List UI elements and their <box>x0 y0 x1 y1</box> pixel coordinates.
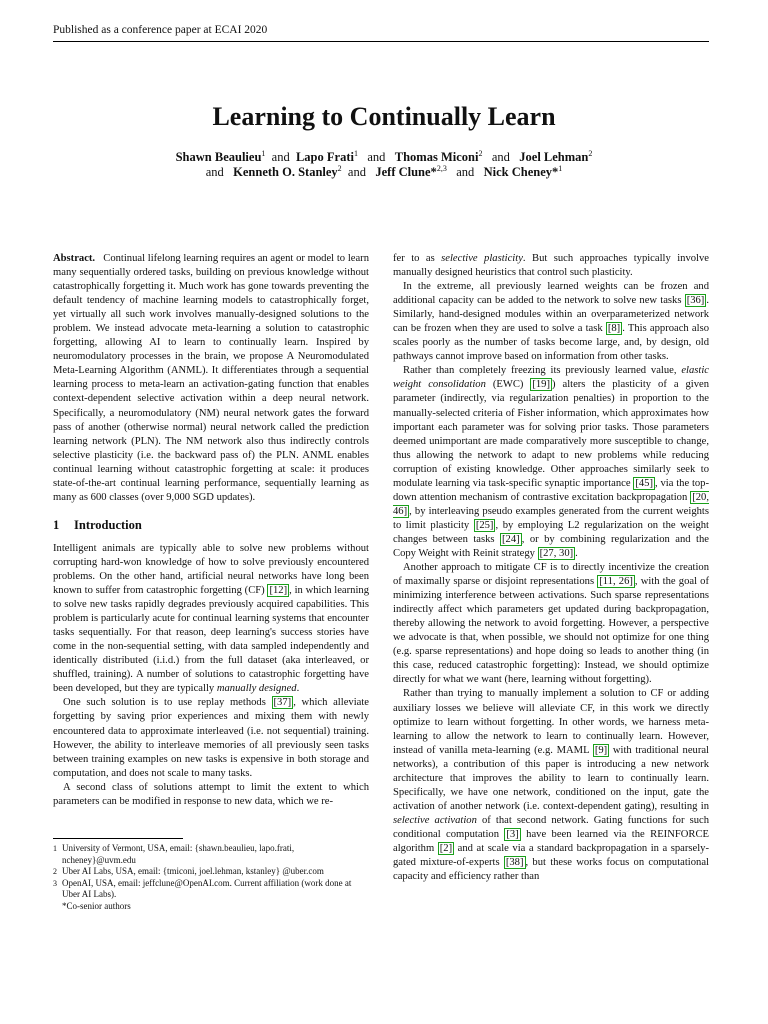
author-name: Thomas Miconi <box>394 150 479 165</box>
author-separator: and <box>456 165 475 180</box>
text-run: . This approach also scales poorly as the number of tasks become large, and, by design, old pathways cannot improve based on information from other tasks. <box>393 323 709 363</box>
citation-link[interactable]: [11, 26] <box>599 576 633 588</box>
section-heading <box>53 518 369 532</box>
text-run: . <box>575 547 578 559</box>
author-separator: and <box>491 150 510 165</box>
affiliation-mark: 2 <box>588 149 593 158</box>
paragraph <box>393 687 709 884</box>
citation-link[interactable]: [3] <box>506 828 519 840</box>
author-separator: and <box>347 165 366 180</box>
abstract-text: Continual lifelong learning requires an agent or model to learn many sequentially ordered tasks, building on previous knowledge without catastrophically forgetting it. Much work has gone towards preventing the default tendency of machine learning models to catastrophically forget, yet virtually all such work involves manually-designed solutions to the problem. We instead advocate meta-learning a solution to catastrophic forgetting, allowing AI to learn to continually learn. Inspired by neuromodulatory processes in the brain, we propose A Neuromodulated Meta-Learning Algorithm (ANML). It differentiates through a sequential learning process to meta-learn an activation-gating function that enables context-dependent selective activation within a deep neural network. Specifically, a neuromodulatory (NM) neural network gates the forward pass of another (otherwise normal) neural network called the prediction learning network (PLN). The NM network also thus indirectly controls selective plasticity (i.e. the backward pass of) the PLN. ANML enables continual learning without catastrophic forgetting at scale: it produces state-of-the-art continual learning performance, sequentially learning as many as 600 classes (over 9,000 SGD updates). <box>53 253 369 503</box>
text-run: Rather than trying to manually implement a solution to CF or adding auxiliary losses we believe will alleviate CF, in this work we directly optimize to learn without forgetting. In other words, we harness meta-learning to allow the network to learn to continually learn. However, instead of vanilla meta-learning (e.g. MAML <box>393 688 709 756</box>
text-run: of that second network. Gating functions for such conditional computation <box>393 814 709 840</box>
affiliation-mark: 1 <box>558 164 563 173</box>
footnote <box>53 878 369 901</box>
affiliation-mark: 1 <box>353 149 358 158</box>
citation-link[interactable]: [20, 46] <box>393 491 709 517</box>
citation-link[interactable]: [12] <box>269 585 288 597</box>
citation-link[interactable]: [9] <box>594 744 608 756</box>
text-run: . <box>296 683 300 695</box>
paragraph <box>53 696 369 780</box>
text-run: , but these works focus on computational capacity and efficiency rather than <box>393 857 709 883</box>
text-run: , or by combining regularization and the Copy Weight with Reinit strategy <box>393 533 709 559</box>
text-run: , via the top-down attention mechanism of contrastive excitation backpropagation <box>393 477 710 503</box>
text-run: . Similarly, hand-designed modules within an overparameterized network can be frozen when they are used to solve a task <box>393 295 709 335</box>
paragraph: A second class of solutions attempt to limit the extent to which parameters can be modified in response to new data, which we re- <box>53 781 369 807</box>
author-name: Joel Lehman <box>519 150 589 165</box>
text-run: , by employing L2 regularization on the weight changes between tasks <box>393 519 709 545</box>
footnote-mark: 1 <box>53 844 57 853</box>
text-run: , in which learning to solve new tasks rapidly degrades previously acquired capabilities. This problem is particularly acute for continual learning systems that encounter tasks sequentially. For that reason, deep learning's success stories have come in the non-sequential setting, with data sampled independently and identically distributed (i.i.d.) from the full dataset (aka interleaved, or shuffled, training). A number of solutions to catastrophic forgetting have been developed, but they are typically <box>53 585 369 695</box>
author-line-2 <box>0 164 768 180</box>
citation-link[interactable]: [2] <box>439 842 453 854</box>
running-head: Published as a conference paper at ECAI 2020 <box>53 24 268 36</box>
right-column <box>393 252 709 884</box>
affiliation-mark: 2,3 <box>436 164 447 173</box>
footnote-mark: 3 <box>53 878 57 888</box>
abstract-label: Abstract. <box>53 253 96 264</box>
section-number: 1 <box>53 517 60 532</box>
citation-link[interactable]: [45] <box>635 477 654 489</box>
emphasis: selective activation <box>393 814 477 826</box>
citation-link[interactable]: [8] <box>607 323 621 335</box>
affiliation-mark: 2 <box>337 164 342 173</box>
emphasis: elastic weight consolidation <box>393 365 709 391</box>
paragraph <box>393 561 709 687</box>
paragraph <box>393 280 709 364</box>
text-run: (EWC) <box>485 379 531 391</box>
paper-title: Learning to Continually Learn <box>212 102 556 131</box>
left-column <box>53 252 369 809</box>
citation-link[interactable]: [27, 30] <box>539 547 574 559</box>
author-separator: and <box>271 150 290 165</box>
footnote-text: Uber AI Labs, USA, email: {tmiconi, joel.lehman, kstanley} @uber.com <box>62 866 324 876</box>
abstract <box>53 252 369 505</box>
footnote <box>53 843 369 866</box>
author-name: Nick Cheney* <box>483 165 559 180</box>
emphasis: manually designed <box>216 683 297 695</box>
text-run: Rather than completely freezing its previously learned value, <box>403 365 682 377</box>
text-run: Another approach to mitigate CF is to directly incentivize the creation of maximally sparse or disjoint representations <box>393 562 709 588</box>
citation-link[interactable]: [38] <box>505 857 524 869</box>
emphasis: selective plasticity <box>441 253 523 264</box>
footnote-text: *Co-senior authors <box>62 900 131 911</box>
text-run: have been learned via the REINFORCE algorithm <box>393 828 709 854</box>
text-run: and at scale via a standard backpropagation in a sparsely-gated mixture-of-experts <box>393 842 709 869</box>
footnote-text: OpenAI, USA, email: jeffclune@OpenAI.com. Current affiliation (work done at Uber AI Labs). <box>62 877 352 899</box>
text-run: One such solution is to use replay methods <box>63 697 272 709</box>
text-run: . But such approaches typically involve manually designed heuristics that control such plasticity. <box>393 253 709 279</box>
text-run: fer to as <box>393 253 442 264</box>
text-run: , with the goal of minimizing interference between activations. Such sparse representations indirectly affect which parameters get updated during backpropagation, thereby allowing the network to avoid forgetting. However, a perspective we advocate is that, when possible, we should not optimize for one thing (e.g. sparse representations) and hope doing so leads to another thing (in this case, reduced catastrophic forgetting): Instead, we should optimize directly for what we want (here, learning without forgetting). <box>393 576 709 686</box>
citation-link[interactable]: [37] <box>273 697 292 709</box>
header-rule <box>53 41 709 42</box>
citation-link[interactable]: [25] <box>475 519 494 531</box>
text-run: , which alleviate forgetting by saving prior experiences and mixing them with newly encountered data to approximate interleaved (i.e. not sequential) training. However, the ability to interleave memories of all previously seen tasks between training examples on new tasks is expensive in both storage and computation, and does not scale to many tasks. <box>53 697 369 779</box>
footnote-text: University of Vermont, USA, email: {shawn.beaulieu, lapo.frati, ncheney}@uvm.edu <box>62 843 295 865</box>
author-separator: and <box>367 150 386 165</box>
author-line-1 <box>0 149 768 165</box>
footnote-mark: 2 <box>53 867 57 876</box>
text-run: , by interleaving pseudo examples generated from the current weights to limit plasticity <box>393 505 709 531</box>
footnotes <box>53 838 369 912</box>
paragraph <box>53 542 369 697</box>
author-name: Jeff Clune* <box>375 165 437 180</box>
paragraph <box>393 364 709 561</box>
affiliation-mark: 2 <box>478 149 483 158</box>
author-separator: and <box>205 165 224 180</box>
author-name: Kenneth O. Stanley <box>233 165 338 180</box>
section-title: Introduction <box>74 517 142 532</box>
footnote <box>53 866 369 878</box>
citation-link[interactable]: [36] <box>686 295 705 307</box>
citation-link[interactable]: [24] <box>502 533 520 545</box>
affiliation-mark: 1 <box>261 149 266 158</box>
text-run: Intelligent animals are typically able to solve new problems without corrupting hard-won knowledge of how to solve previously encountered problems. On the other hand, artificial neural networks have long been known to suffer from catastrophic forgetting (CF) <box>53 542 369 597</box>
text-run: ) alters the plasticity of a given parameter (indirectly, via regularization penalties) in proportion to the manually-selected criteria of Fisher information, which approximates how important each parameter was for solving prior tasks. Those parameters deemed unimportant are made comparatively more susceptible to change, thus allowing the network to adapt to new problems while reducing corruption of existing knowledge. Other approaches similarly seek to modulate learning via task-specific synaptic importance <box>393 379 709 489</box>
paragraph <box>393 252 709 280</box>
text-run: In the extreme, all previously learned weights can be frozen and additional capacity can be added to the network to solve new tasks <box>393 281 709 307</box>
text-run: with traditional neural networks), a contribution of this paper is introducing a new network architecture that improves the ability to learn to continually learn. Specifically, we have one network, conditioned on the input, gate the activation of another network (i.e. context-dependent gating), resulting in <box>393 744 710 812</box>
author-name: Shawn Beaulieu <box>175 150 262 165</box>
citation-link[interactable]: [19] <box>532 379 551 391</box>
footnote-rule <box>53 838 183 839</box>
footnote <box>53 901 369 913</box>
author-name: Lapo Frati <box>295 150 354 165</box>
